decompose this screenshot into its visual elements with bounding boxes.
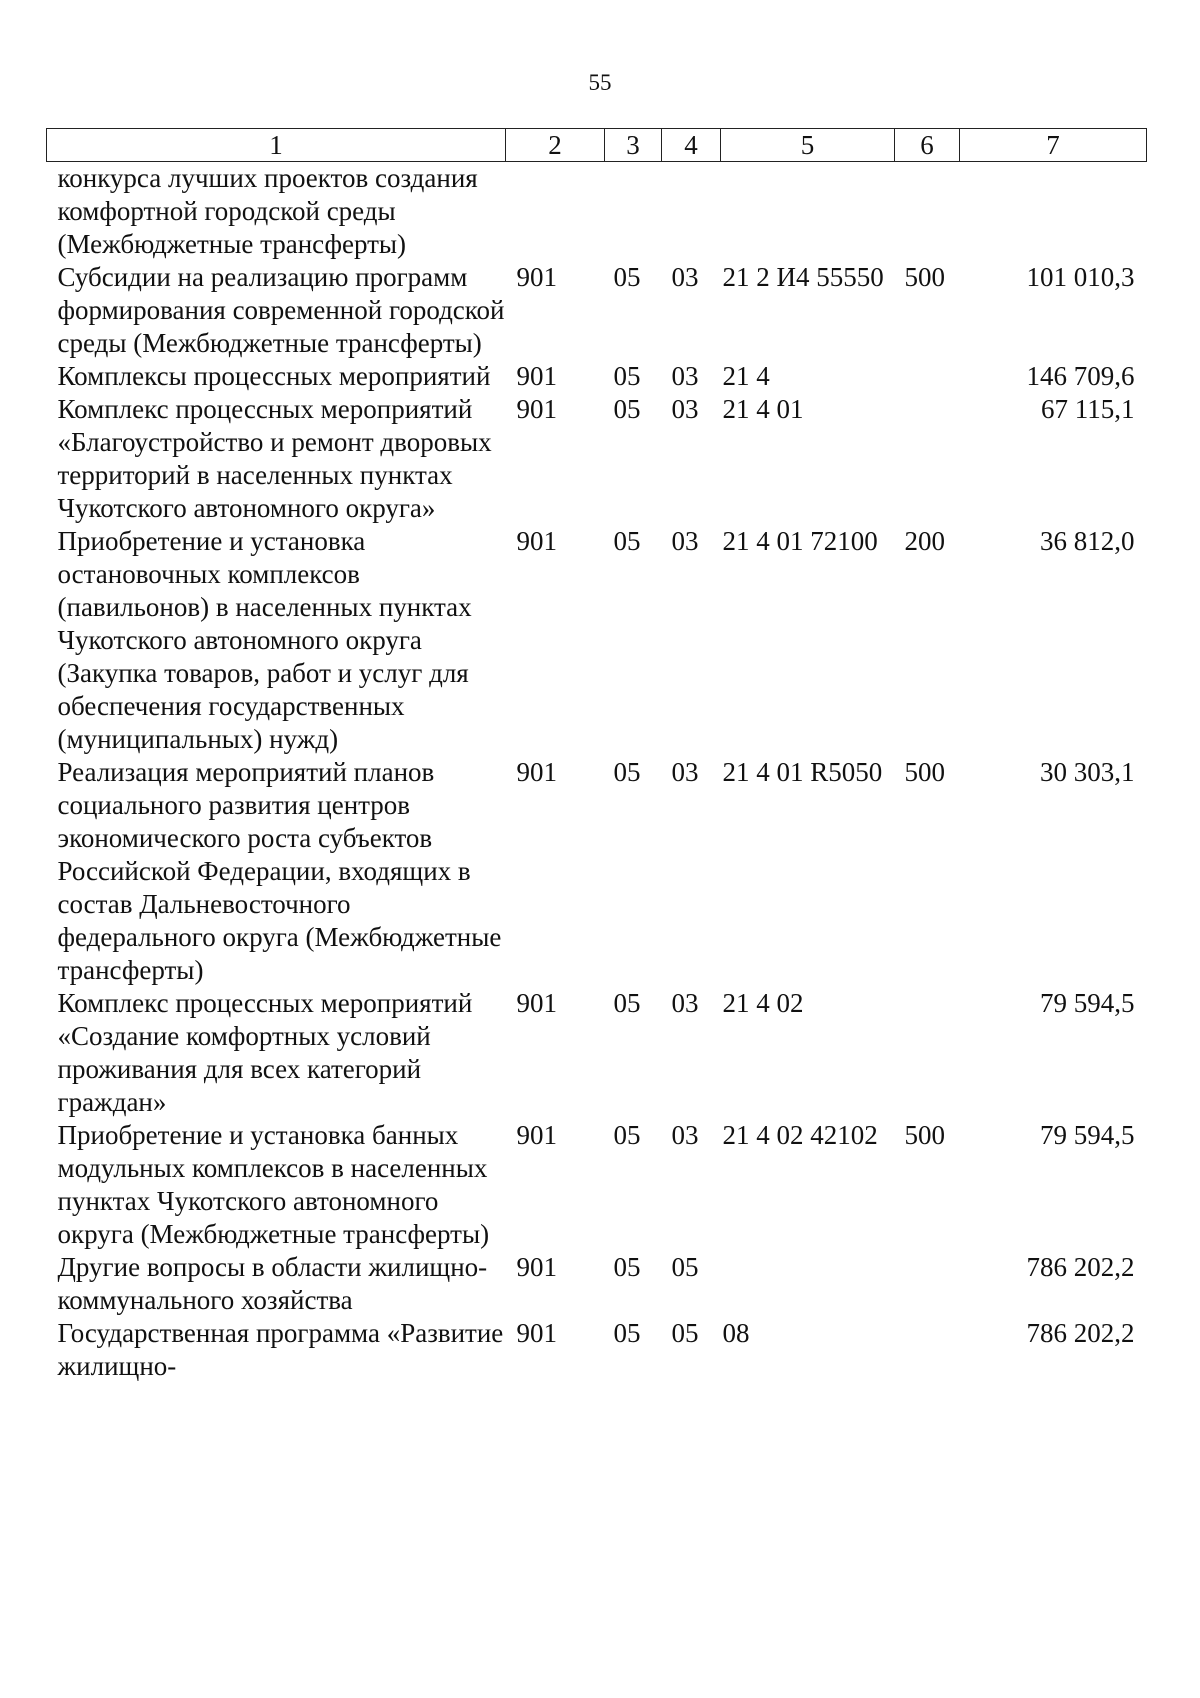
row-amount: 67 115,1	[1041, 394, 1135, 424]
row-section: 05	[613, 988, 641, 1018]
row-code: 901	[516, 1318, 557, 1348]
row-subsection: 03	[671, 988, 699, 1018]
row-expense-type: 500	[904, 262, 945, 292]
row-code: 901	[516, 988, 557, 1018]
table-body	[47, 162, 1147, 1384]
table-row	[47, 1251, 1147, 1317]
table-row	[47, 1317, 1147, 1383]
row-section: 05	[613, 757, 641, 787]
row-name: Приобретение и установка остановочных комплексов (павильонов) в населенных пунктах Чукотского автономного округа (Закупка товаров, работ и услуг для обеспечения государственных (муниципальных) нужд)	[57, 526, 472, 754]
row-name: конкурса лучших проектов создания комфортной городской среды (Межбюджетные трансферты)	[57, 163, 478, 259]
row-expense-type	[895, 162, 960, 262]
row-expense-type	[895, 393, 960, 525]
column-header-name: 1	[47, 129, 506, 162]
row-target-article: 21 4 01 72100	[722, 526, 878, 556]
row-expense-type	[895, 987, 960, 1119]
row-name: Комплекс процессных мероприятий «Создание комфортных условий проживания для всех категорий граждан»	[57, 988, 473, 1117]
row-subsection: 05	[671, 1252, 699, 1282]
row-expense-type	[895, 1317, 960, 1383]
row-target-article: 08	[722, 1318, 750, 1348]
row-section: 05	[613, 526, 641, 556]
row-name: Государственная программа «Развитие жилищно-	[57, 1318, 504, 1381]
row-code: 901	[516, 757, 557, 787]
column-header-subsection: 4	[662, 129, 721, 162]
row-target-article	[721, 1251, 895, 1317]
row-section: 05	[613, 1120, 641, 1150]
row-code: 901	[516, 526, 557, 556]
table-row	[47, 525, 1147, 756]
row-subsection: 03	[671, 361, 699, 391]
budget-table	[46, 128, 1147, 1383]
row-target-article: 21 4	[722, 361, 770, 391]
row-name: Комплекс процессных мероприятий «Благоустройство и ремонт дворовых территорий в населенных пунктах Чукотского автономного округа»	[57, 394, 492, 523]
row-subsection	[662, 162, 721, 262]
row-code: 901	[516, 1120, 557, 1150]
row-amount: 36 812,0	[1040, 526, 1135, 556]
row-code: 901	[516, 262, 557, 292]
row-amount: 30 303,1	[1040, 757, 1135, 787]
row-code	[506, 162, 605, 262]
row-subsection: 03	[671, 262, 699, 292]
row-name: Другие вопросы в области жилищно-коммунального хозяйства	[57, 1252, 488, 1315]
column-header-code: 2	[506, 129, 605, 162]
table-row	[47, 162, 1147, 262]
row-amount: 101 010,3	[1026, 262, 1135, 292]
column-header-section: 3	[605, 129, 662, 162]
table-row	[47, 1119, 1147, 1251]
row-section	[605, 162, 662, 262]
row-name: Приобретение и установка банных модульных комплексов в населенных пунктах Чукотского автономного округа (Межбюджетные трансферты)	[57, 1120, 490, 1249]
row-subsection: 03	[671, 757, 699, 787]
row-name: Реализация мероприятий планов социального развития центров экономического роста субъектов Российской Федерации, входящих в состав Дальневосточного федерального округа (Межбюджетные трансферты)	[57, 757, 502, 985]
row-expense-type: 200	[904, 526, 945, 556]
table-row	[47, 756, 1147, 987]
row-subsection: 03	[671, 394, 699, 424]
row-name: Субсидии на реализацию программ формирования современной городской среды (Межбюджетные трансферты)	[57, 262, 505, 358]
row-target-article: 21 4 01	[722, 394, 804, 424]
row-target-article: 21 4 02	[722, 988, 804, 1018]
row-expense-type	[895, 1251, 960, 1317]
column-header-vr: 6	[895, 129, 960, 162]
row-target-article: 21 4 01 R5050	[722, 757, 883, 787]
row-target-article: 21 2 И4 55550	[722, 262, 884, 292]
table-row	[47, 261, 1147, 360]
row-code: 901	[516, 394, 557, 424]
row-expense-type	[895, 360, 960, 393]
table-row	[47, 987, 1147, 1119]
column-header-target: 5	[721, 129, 895, 162]
row-subsection: 03	[671, 1120, 699, 1150]
row-expense-type: 500	[904, 1120, 945, 1150]
row-section: 05	[613, 361, 641, 391]
row-section: 05	[613, 1252, 641, 1282]
row-amount	[960, 162, 1147, 262]
row-target-article	[721, 162, 895, 262]
row-section: 05	[613, 262, 641, 292]
row-amount: 79 594,5	[1040, 988, 1135, 1018]
table-header	[47, 129, 1147, 162]
row-code: 901	[516, 361, 557, 391]
header-row	[47, 129, 1147, 162]
row-amount: 146 709,6	[1026, 361, 1135, 391]
row-expense-type: 500	[904, 757, 945, 787]
row-amount: 786 202,2	[1026, 1318, 1135, 1348]
row-section: 05	[613, 394, 641, 424]
row-name: Комплексы процессных мероприятий	[57, 361, 491, 391]
row-section: 05	[613, 1318, 641, 1348]
row-amount: 786 202,2	[1026, 1252, 1135, 1282]
row-amount: 79 594,5	[1040, 1120, 1135, 1150]
row-target-article: 21 4 02 42102	[722, 1120, 878, 1150]
row-subsection: 05	[671, 1318, 699, 1348]
page-number: 55	[588, 70, 612, 95]
column-header-amount: 7	[960, 129, 1147, 162]
table-row	[47, 360, 1147, 393]
table-row	[47, 393, 1147, 525]
row-subsection: 03	[671, 526, 699, 556]
row-code: 901	[516, 1252, 557, 1282]
